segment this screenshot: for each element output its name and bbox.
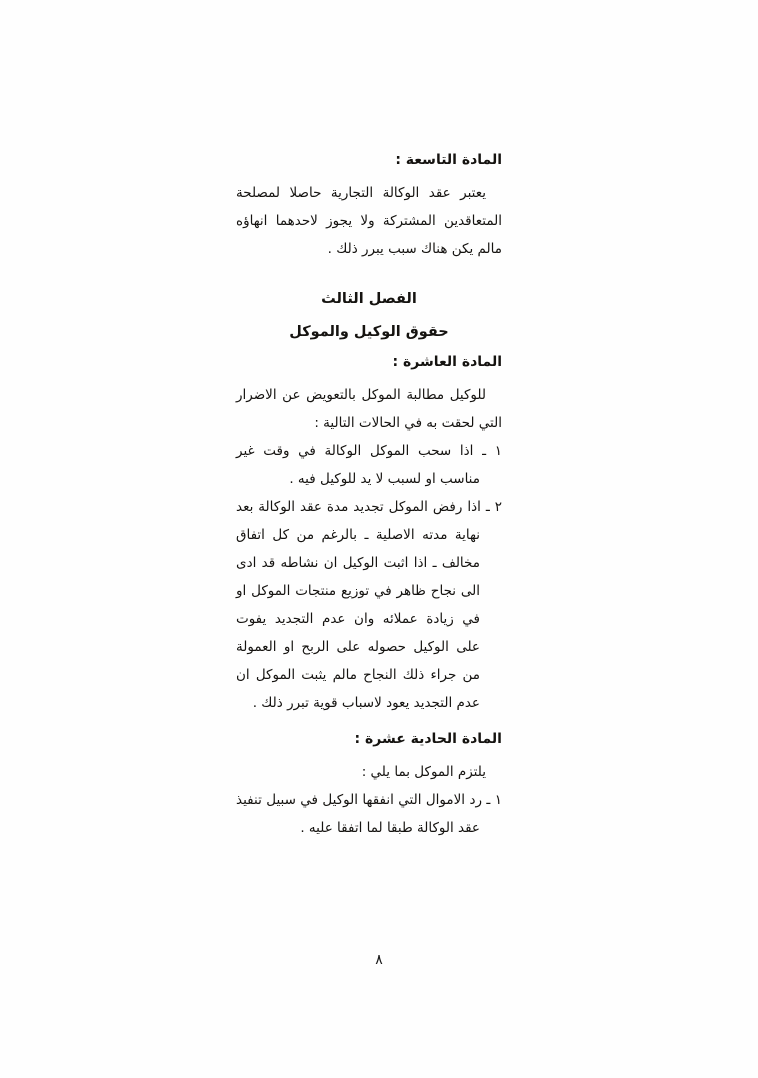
- chapter-three-title: الفصل الثالث: [321, 291, 417, 307]
- article-ten-item-1: ١ ـ اذا سحب الموكل الوكالة في وقت غير مناسب او لسبب لا يد للوكيل فيه .: [236, 443, 502, 487]
- article-nine-heading: المادة التاسعة :: [395, 152, 502, 168]
- article-ten-heading: المادة العاشرة :: [392, 354, 502, 370]
- article-eleven-item-1: ١ ـ رد الاموال التي انفقها الوكيل في سبيل تنفيذ عقد الوكالة طبقا لما اتفقا عليه .: [236, 792, 502, 836]
- article-eleven-heading: المادة الحادية عشرة :: [354, 731, 502, 747]
- article-nine-body: يعتبر عقد الوكالة التجارية حاصلا لمصلحة المتعاقدين المشتركة ولا يجوز لاحدهما انهاؤه مالم يكن هناك سبب يبرر ذلك .: [236, 185, 502, 257]
- article-eleven-intro: يلتزم الموكل بما يلي :: [361, 764, 486, 780]
- article-ten-intro: للوكيل مطالبة الموكل بالتعويض عن الاضرار التي لحقت به في الحالات التالية :: [236, 387, 502, 431]
- chapter-three-subtitle: حقوق الوكيل والموكل: [289, 324, 449, 340]
- page-number: ٨: [375, 952, 383, 968]
- article-ten-item-2: ٢ ـ اذا رفض الموكل تجديد مدة عقد الوكالة بعد نهاية مدته الاصلية ـ بالرغم من كل اتفاق مخالف ـ اذا اثبت الوكيل ان نشاطه قد ادى الى نجاح ظاهر في توزيع منتجات الموكل او في زيادة عملائه وان عدم التجديد يفوت على الوكيل حصوله على الربح او العمولة من جراء ذلك النجاح مالم يثبت الموكل ان عدم التجديد يعود لاسباب قوية تبرر ذلك .: [236, 499, 502, 711]
- document-content: [236, 146, 502, 842]
